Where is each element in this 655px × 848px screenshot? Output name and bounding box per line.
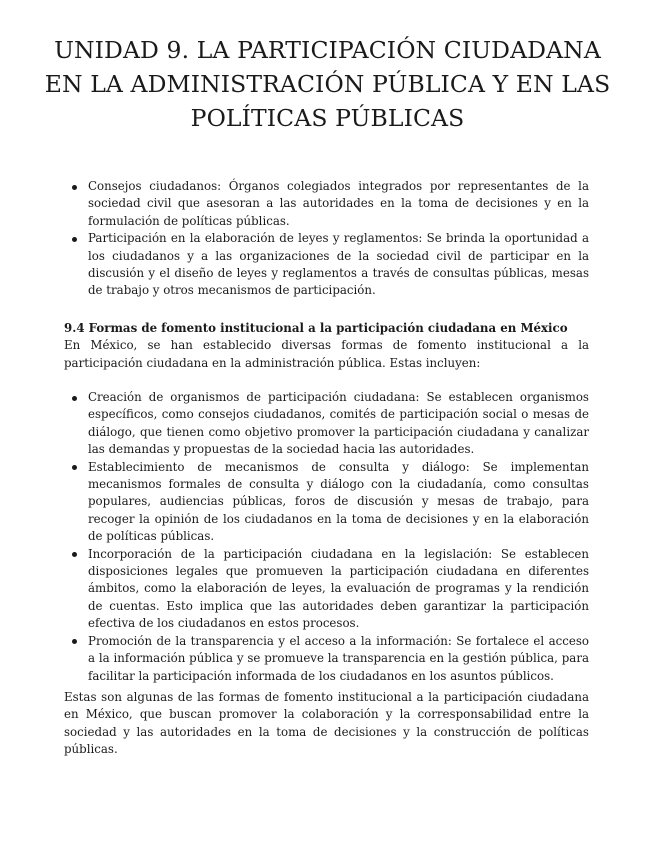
- closing-paragraph: [64, 689, 589, 759]
- list-item: [64, 546, 589, 633]
- list-item-text: Creación de organismos de participación ciudadana: Se establecen organismos específicos, como consejos ciudadanos, comités de participación social o mesas de diálogo, que tienen como objetivo promover la participación ciudadana y canalizar las demandas y propuestas de la sociedad hacia las autoridades.: [88, 390, 589, 457]
- bullet-icon: [72, 237, 77, 242]
- section-intro: En México, se han establecido diversas formas de fomento institucional a la participación ciudadana en la administración pública. Estas incluyen:: [64, 338, 589, 370]
- closing-text: Estas son algunas de las formas de fomento institucional a la participación ciudadana en México, que buscan promover la colaboración y la corresponsabilidad entre la sociedad y las autoridades en la toma de decisiones y la construcción de políticas públicas.: [64, 690, 589, 757]
- councils-list: [64, 178, 589, 300]
- section-9-4: [64, 320, 589, 372]
- bullet-icon: [72, 639, 77, 644]
- list-item: [64, 389, 589, 459]
- list-item-text: Promoción de la transparencia y el acceso a la información: Se fortalece el acceso a la información pública y se promueve la transparencia en la gestión pública, para facilitar la participación informada de los ciudadanos en los asuntos públicos.: [88, 633, 589, 683]
- institutional-forms-list: [64, 389, 589, 685]
- list-item: [64, 178, 589, 230]
- list-item-text: Participación en la elaboración de leyes y reglamentos: Se brinda la oportunidad a los ciudadanos y a las organizaciones de la sociedad civil de participar en la discusión y el diseño de leyes y reglamentos a través de consultas públicas, mesas de trabajo y otros mecanismos de participación.: [88, 231, 589, 298]
- page-title: UNIDAD 9. LA PARTICIPACIÓN CIUDADANA EN LA ADMINISTRACIÓN PÚBLICA Y EN LAS POLÍTICAS PÚBLICAS: [44, 36, 611, 132]
- bullet-icon: [72, 396, 77, 401]
- list-item: [64, 459, 589, 546]
- list-item-text: Establecimiento de mecanismos de consulta y diálogo: Se implementan mecanismos formales de consulta y diálogo con la ciudadanía, como consultas populares, audiencias públicas, foros de discusión y mesas de trabajo, para recoger la opinión de los ciudadanos en la toma de decisiones y en la elaboración de políticas públicas.: [88, 459, 589, 544]
- list-item: [64, 230, 589, 300]
- bullet-icon: [72, 465, 77, 470]
- list-item-text: Consejos ciudadanos: Órganos colegiados integrados por representantes de la sociedad civil que asesoran a las autoridades en la toma de decisiones y en la formulación de políticas públicas.: [88, 179, 589, 228]
- list-item: [64, 633, 589, 685]
- section-heading: 9.4 Formas de fomento institucional a la participación ciudadana en México: [64, 321, 568, 335]
- list-item-text: Incorporación de la participación ciudadana en la legislación: Se establecen disposiciones legales que promueven la participación ciudadana en diferentes ámbitos, como la elaboración de leyes, la evaluación de programas y la rendición de cuentas. Esto implica que las autoridades deben garantizar la participación efectiva de los ciudadanos en estos procesos.: [88, 546, 589, 631]
- bullet-icon: [72, 185, 77, 190]
- bullet-icon: [72, 552, 77, 557]
